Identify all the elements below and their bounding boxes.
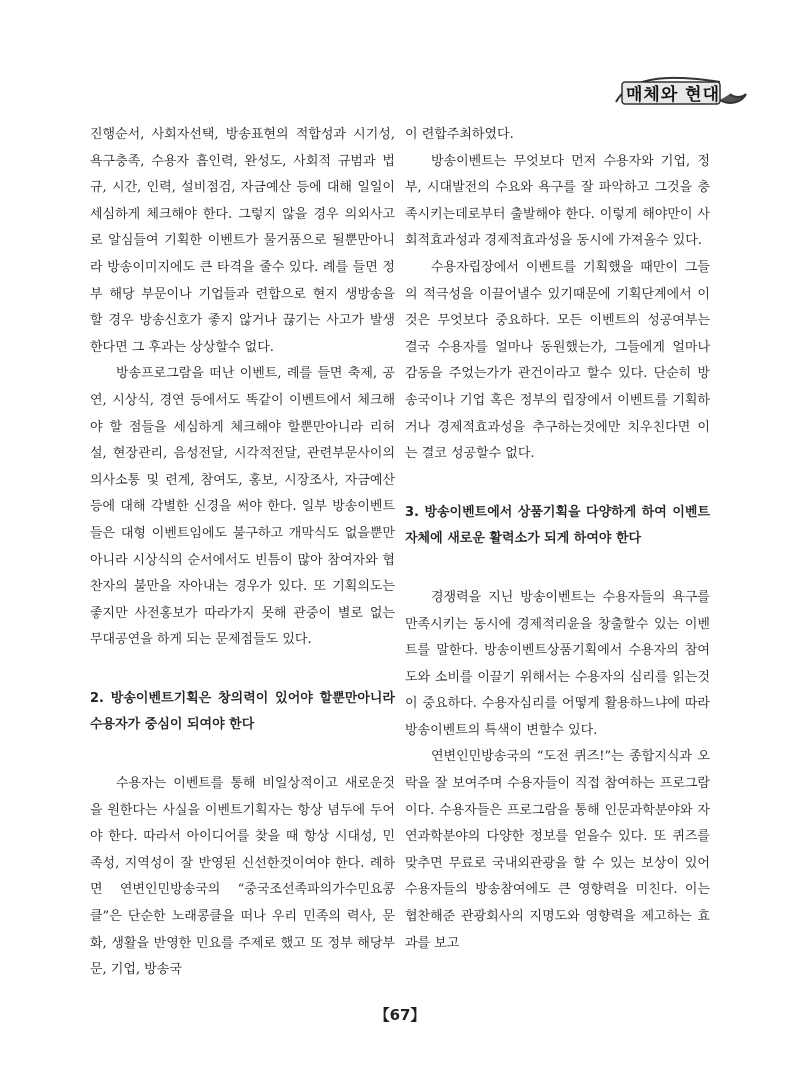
magazine-logo (610, 72, 750, 112)
right-column (405, 122, 710, 957)
left-column (90, 122, 395, 984)
paragraph: 진행순서, 사회자선택, 방송표현의 적합성과 시기성, 욕구충족, 수용자 흡인력, 완성도, 사회적 규범과 법규, 시간, 인력, 설비점검, 자금예산 등에 대해 일일이 세심하게 체크해야 한다. 그렇지 않을 경우 의외사고로 알심들여 기획한 이벤트가 물거품으로 될뿐만아니라 방송이미지에도 큰 타격을 줄수 있다. 례를 들면 정부 해당 부문이나 기업들과 련합으로 현지 생방송을 할 경우 방송신호가 좋지 않거나 끊기는 사고가 발생한다면 그 후과는 상상할수 없다. (90, 127, 395, 355)
paragraph: 수용자는 이벤트를 통해 비일상적이고 새로운것을 원한다는 사실을 이벤트기획자는 항상 념두에 두어야 한다. 따라서 아이디어를 찾을 때 항상 시대성, 민족성, 지역성이 잘 반영된 신선한것이여야 한다. 례하면 연변인민방송국의 “중국조선족파의가수민요콩클”은 단순한 노래콩클을 떠나 우리 민족의 력사, 문화, 생활을 반영한 민요를 주제로 했고 또 정부 해당부문, 기업, 방송국 (90, 776, 395, 978)
logo-text: 매체와 현대 (626, 85, 721, 105)
paragraph: 수용자립장에서 이벤트를 기획했을 때만이 그들의 적극성을 이끌어낼수 있기때문에 기획단계에서 이것은 무엇보다 중요하다. 모든 이벤트의 성공여부는 결국 수용자를 얼마나 동원했는가, 그들에게 얼마나 감동을 주었는가가 관건이라고 할수 있다. 단순히 방송국이나 기업 혹은 정부의 립장에서 이벤트를 기획하거나 경제적효과성을 추구하는것에만 치우친다면 이는 결코 성공할수 없다. (405, 259, 710, 462)
paragraph: 경쟁력을 지닌 방송이벤트는 수용자들의 욕구를 만족시키는 동시에 경제적리윤을 창출할수 있는 이벤트를 말한다. 방송이벤트상품기획에서 수용자의 참여도와 소비를 이끌기 위해서는 수용자의 심리를 읽는것이 중요하다. 수용자심리를 어떻게 활용하느냐에 따라 방송이벤트의 특색이 변할수 있다. (405, 589, 710, 738)
paragraph: 이 련합주최하였다. (405, 127, 514, 142)
section-heading-2: 2. 방송이벤트기획은 창의력이 있어야 할뿐만아니라 수용자가 중심이 되여야 한다 (90, 690, 395, 733)
paragraph: 방송이벤트는 무엇보다 먼저 수용자와 기업, 정부, 시대발전의 수요와 욕구를 잘 파악하고 그것을 충족시키는데로부터 출발해야 한다. 이렇게 해야만이 사회적효과성과 경제적효과성을 동시에 가져올수 있다. (405, 153, 710, 249)
paragraph: 방송프로그람을 떠난 이벤트, 례를 들면 축제, 공연, 시상식, 경연 등에서도 똑같이 이벤트에서 체크해야 할 점들을 세심하게 체크해야 할뿐만아니라 리허설, 현장관리, 음성전달, 시각적전달, 관련부문사이의 의사소통 및 련계, 참여도, 홍보, 시장조사, 자금예산 등에 대해 각별한 신경을 써야 한다. 일부 방송이벤트들은 대형 이벤트임에도 불구하고 개막식도 없을뿐만아니라 시상식의 순서에서도 빈틈이 많아 참여자와 협찬자의 불만을 자아내는 경우가 있다. 또 기획의도는 좋지만 사전홍보가 따라가지 못해 관중이 별로 없는 무대공연을 하게 되는 문제점들도 있다. (90, 366, 395, 648)
page-number: 【67】 (374, 1006, 426, 1024)
paragraph: 연변인민방송국의 “도전 퀴즈!”는 종합지식과 오락을 잘 보여주며 수용자들이 직접 참여하는 프로그람이다. 수용자들은 프로그람을 통해 인문과학분야와 자연과학분야의 다양한 정보를 얻을수 있다. 또 퀴즈를 맞추면 무료로 국내외관광을 할 수 있는 보상이 있어 수용자들의 방송참여에도 큰 영향력을 미친다. 이는 협찬해준 관광회사의 지명도와 영향력을 제고하는 효과를 보고 (405, 749, 710, 951)
section-heading-3: 3. 방송이벤트에서 상품기획을 다양하게 하여 이벤트 자체에 새로운 활력소가 되게 하여야 한다 (405, 504, 710, 547)
